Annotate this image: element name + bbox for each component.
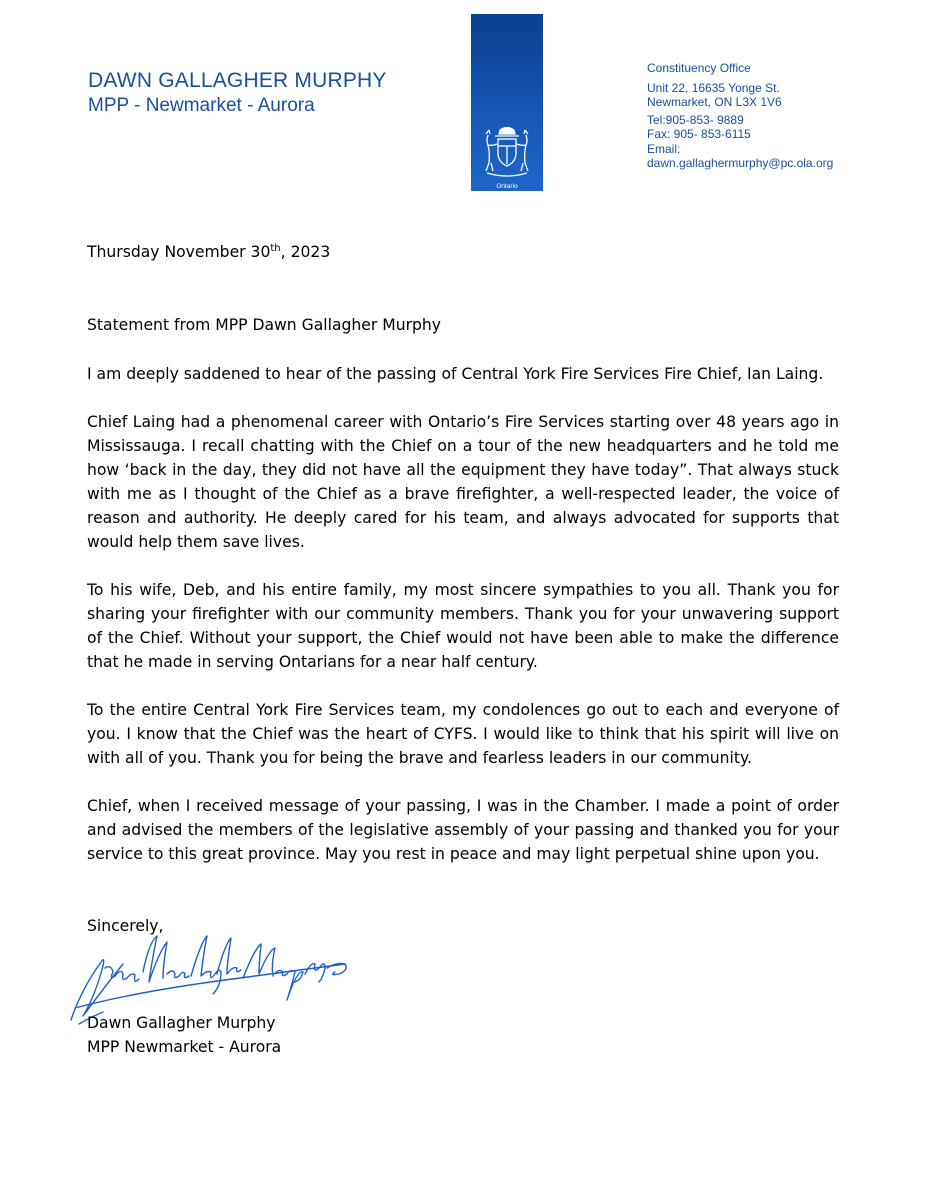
signature-name: Dawn Gallagher Murphy bbox=[87, 1014, 276, 1032]
office-email: dawn.gallaghermurphy@pc.ola.org bbox=[647, 156, 834, 170]
constituency-office-block bbox=[647, 61, 833, 171]
office-heading: Constituency Office bbox=[647, 61, 751, 75]
office-tel: Tel:905-853- 9889 bbox=[647, 112, 744, 127]
ontario-coat-of-arms-icon bbox=[481, 122, 533, 196]
date-year: , 2023 bbox=[280, 243, 331, 261]
office-email-label: Email: bbox=[647, 141, 681, 156]
letter-date bbox=[87, 240, 839, 264]
office-fax: Fax: 905- 853-6115 bbox=[647, 127, 751, 141]
letterhead-name: DAWN GALLAGHER MURPHY bbox=[88, 69, 387, 92]
letter-subject: Statement from MPP Dawn Gallagher Murphy bbox=[87, 316, 441, 334]
paragraph-2: Chief Laing had a phenomenal career with Ontario’s Fire Services starting over 48 years ago in Mississauga. I recall chatting with the Chief on a tour of the new headquarters and he told me how ‘back in the day, they did not have all the equipment they have today”. That always stuck with me as I thought of the Chief as a brave firefighter, a well-respected leader, the voice of reason and authority. He deeply cared for his team, and always advocated for supports that would help them save lives. bbox=[87, 413, 839, 551]
paragraph-3: To his wife, Deb, and his entire family, my most sincere sympathies to you all. Thank you for sharing your firefighter with our community members. Thank you for your unwavering support of the Chief. Without your support, the Chief would not have been able to make the difference that he made in serving Ontarians for a near half century. bbox=[87, 581, 839, 671]
paragraph-4: To the entire Central York Fire Services team, my condolences go out to each and everyone of you. I know that the Chief was the heart of CYFS. I would like to think that his spirit will live on with all of you. Thank you for being the brave and fearless leaders in our community. bbox=[87, 701, 839, 767]
office-address-line2: Newmarket, ON L3X 1V6 bbox=[647, 95, 782, 109]
letterhead-title: MPP - Newmarket - Aurora bbox=[88, 95, 315, 116]
crest-caption: Ontario bbox=[496, 183, 518, 190]
date-prefix: Thursday November 30 bbox=[87, 243, 271, 261]
paragraph-5: Chief, when I received message of your passing, I was in the Chamber. I made a point of order and advised the members of the legislative assembly of your passing and thanked you for your service to this great province. May you rest in peace and may light perpetual shine upon you. bbox=[87, 797, 839, 863]
office-address-line1: Unit 22, 16635 Yonge St. bbox=[647, 80, 780, 95]
ontario-band bbox=[471, 14, 543, 191]
letter-closing: Sincerely, bbox=[87, 917, 164, 935]
paragraph-1: I am deeply saddened to hear of the passing of Central York Fire Services Fire Chief, Ian Laing. bbox=[87, 365, 824, 383]
date-suffix: th bbox=[270, 242, 281, 254]
signature-title: MPP Newmarket - Aurora bbox=[87, 1038, 282, 1056]
